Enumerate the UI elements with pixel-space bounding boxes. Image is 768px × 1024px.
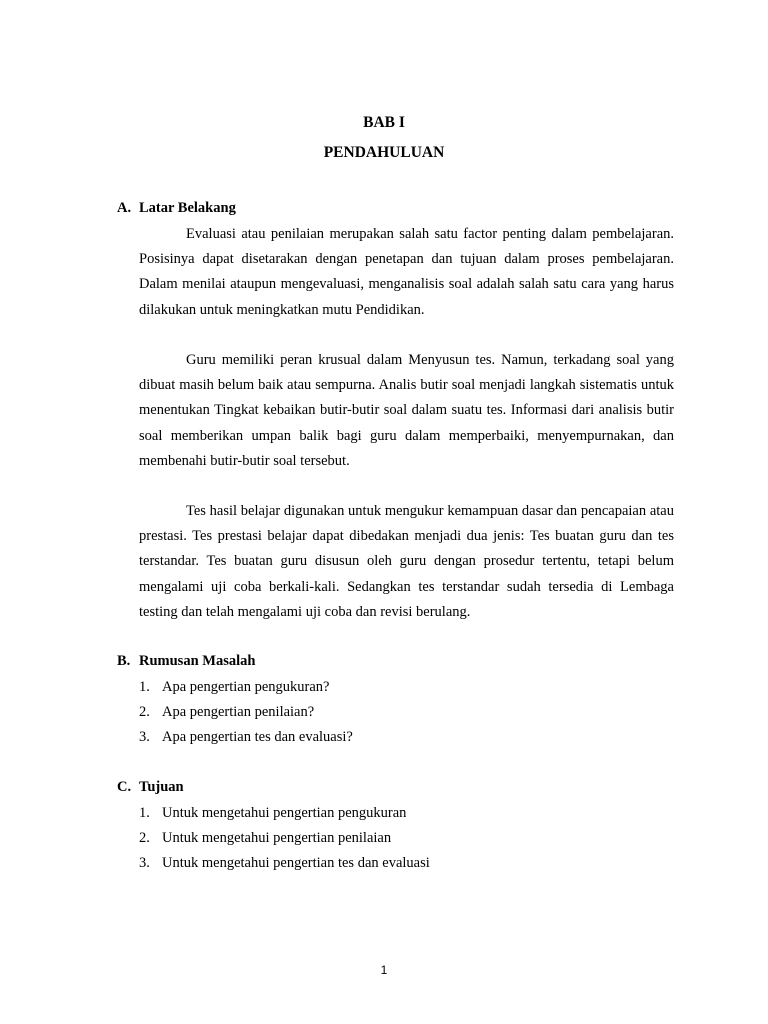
list-item <box>139 675 674 700</box>
list-item <box>139 700 674 725</box>
list-item-number: 2. <box>139 704 150 721</box>
section-c-heading <box>117 779 184 796</box>
page-number: 1 <box>380 963 388 977</box>
list-item-text: Apa pengertian penilaian? <box>162 704 315 721</box>
section-a-letter: A. <box>117 200 132 216</box>
list-item <box>139 826 674 851</box>
list-item-text: Untuk mengetahui pengertian pengukuran <box>162 805 407 821</box>
list-item-text: Untuk mengetahui pengertian tes dan evaluasi <box>162 855 430 872</box>
section-a-heading <box>117 200 236 217</box>
list-item-number: 2. <box>139 830 150 847</box>
list-item <box>139 725 674 750</box>
list-item-text: Apa pengertian tes dan evaluasi? <box>162 729 353 746</box>
section-a-paragraph-2: Guru memiliki peran krusual dalam Menyusun tes. Namun, terkadang soal yang dibuat masih belum baik atau sempurna. Analis butir soal menjadi langkah sistematis untuk menentukan Tingkat kebaikan butir-butir soal dalam suatu tes. Informasi dari analisis butir soal memberikan umpan balik bagi guru dalam memperbaiki, menyempurnakan, dan membenahi butir-butir soal tersebut. <box>139 352 674 469</box>
section-c-letter: C. <box>117 779 132 795</box>
chapter-title: PENDAHULUAN <box>323 144 445 161</box>
list-item-number: 3. <box>139 729 150 746</box>
list-item <box>139 801 674 826</box>
list-item-number: 1. <box>139 805 150 821</box>
section-b-list <box>139 675 674 751</box>
list-item-text: Untuk mengetahui pengertian penilaian <box>162 830 392 847</box>
section-b-letter: B. <box>117 653 131 669</box>
list-item-number: 3. <box>139 855 150 872</box>
section-c-list <box>139 801 674 877</box>
section-a-title: Latar Belakang <box>139 200 236 216</box>
section-b-title: Rumusan Masalah <box>139 653 256 669</box>
list-item-text: Apa pengertian pengukuran? <box>162 679 330 695</box>
section-b-heading <box>117 653 255 670</box>
section-c-title: Tujuan <box>139 779 184 795</box>
list-item <box>139 851 674 876</box>
list-item-number: 1. <box>139 679 150 695</box>
section-a-paragraph-3: Tes hasil belajar digunakan untuk mengukur kemampuan dasar dan pencapaian atau prestasi. Tes prestasi belajar dapat dibedakan menjadi dua jenis: Tes buatan guru dan tes terstandar. Tes buatan guru disusun oleh guru dengan prosedur tertentu, tetapi belum mengalami uji coba berkali-kali. Sedangkan tes terstandar sudah tersedia di Lembaga testing dan telah mengalami uji coba dan revisi berulang. <box>139 503 674 620</box>
section-a-paragraph-1: Evaluasi atau penilaian merupakan salah satu factor penting dalam pembelajaran. Posisinya dapat disetarakan dengan penetapan dan tujuan dalam proses pembelajaran. Dalam menilai ataupun mengevaluasi, menganalisis soal adalah salah satu cara yang harus dilakukan untuk meningkatkan mutu Pendidikan. <box>139 226 674 318</box>
chapter-number: BAB I <box>363 114 405 131</box>
